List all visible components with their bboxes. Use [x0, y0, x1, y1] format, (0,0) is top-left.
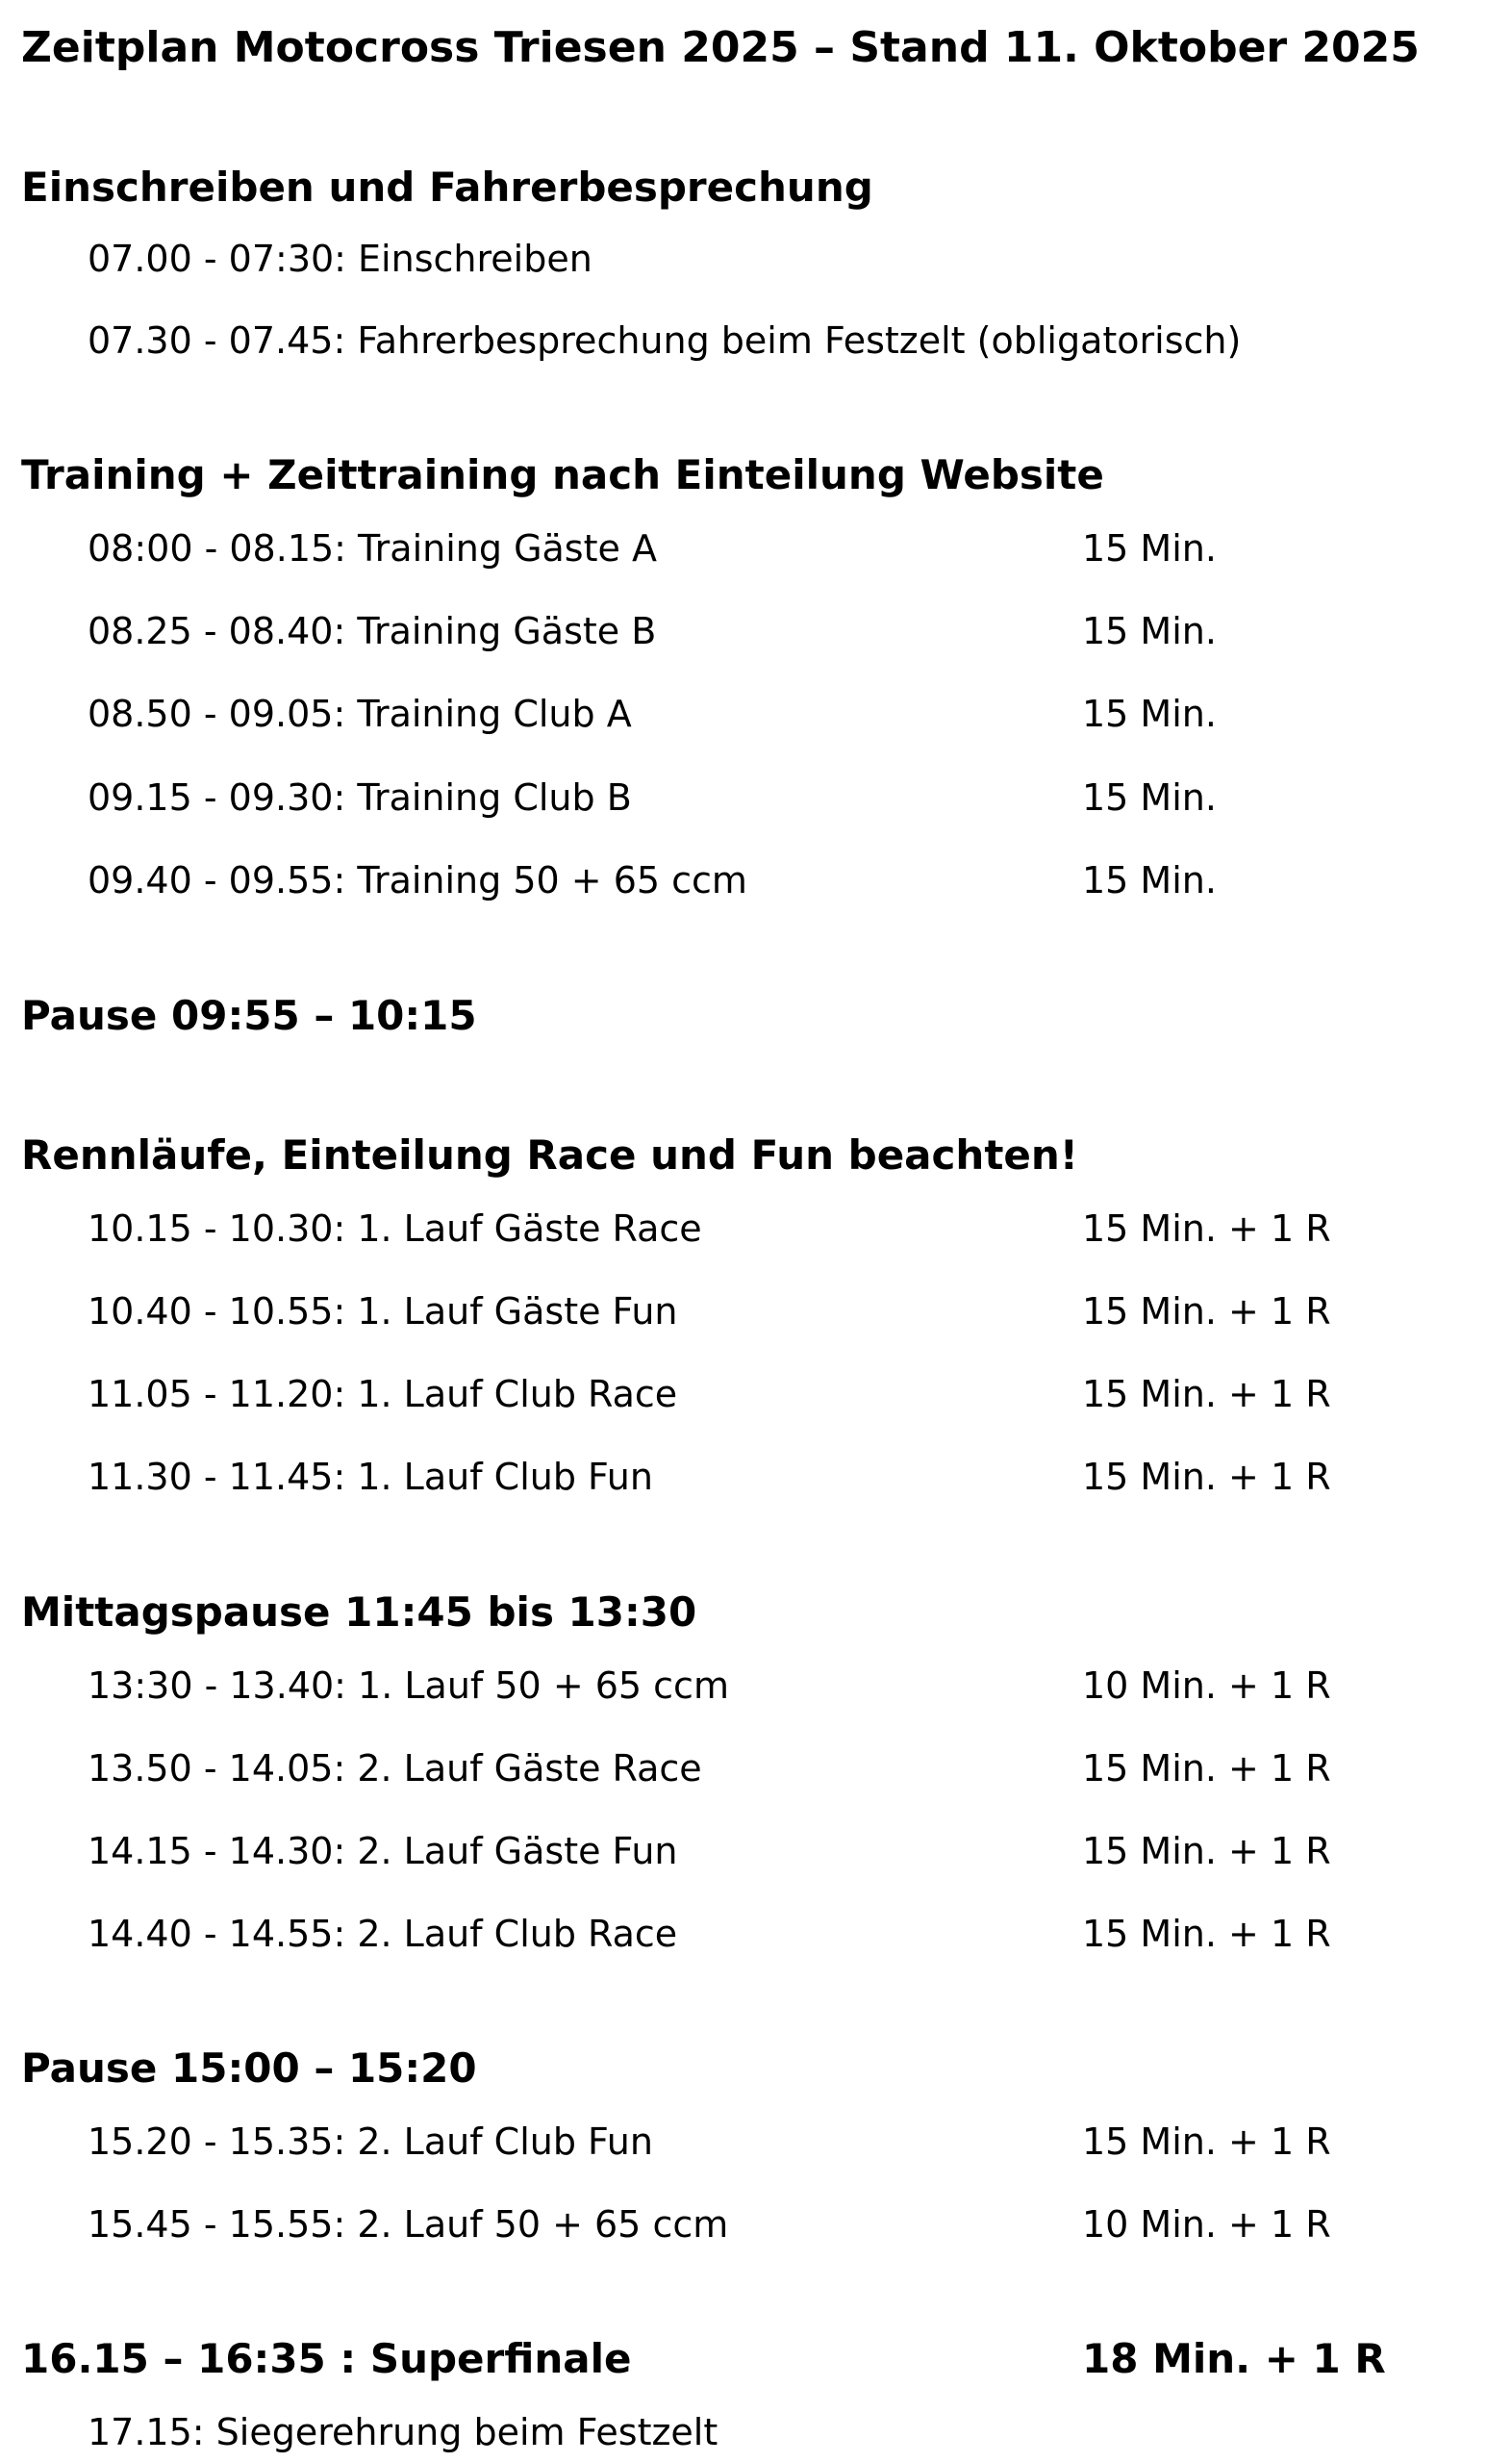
item-duration: 15 Min.	[1082, 776, 1217, 819]
item-label: 15.20 - 15.35: 2. Lauf Club Fun	[88, 2120, 653, 2163]
section-heading-pause: Pause 15:00 – 15:20	[21, 2044, 477, 2092]
item-duration: 15 Min.	[1082, 859, 1217, 901]
item-duration: 15 Min.	[1082, 527, 1217, 570]
item-label: 15.45 - 15.55: 2. Lauf 50 + 65 ccm	[88, 2203, 729, 2246]
item-duration: 15 Min. + 1 R	[1082, 1290, 1331, 1333]
item-duration: 10 Min. + 1 R	[1082, 2203, 1331, 2246]
item-label: 14.40 - 14.55: 2. Lauf Club Race	[88, 1913, 678, 1955]
section-heading-mittagspause: Mittagspause 11:45 bis 13:30	[21, 1588, 697, 1636]
page-title: Zeitplan Motocross Triesen 2025 – Stand 11. Oktober 2025	[21, 23, 1420, 72]
item-label: 13.50 - 14.05: 2. Lauf Gäste Race	[88, 1747, 702, 1790]
item-label: 14.15 - 14.30: 2. Lauf Gäste Fun	[88, 1830, 678, 1872]
item-label: 08.25 - 08.40: Training Gäste B	[88, 610, 657, 652]
superfinale-duration: 18 Min. + 1 R	[1082, 2335, 1386, 2382]
item-duration: 15 Min. + 1 R	[1082, 1747, 1331, 1790]
item-duration: 15 Min. + 1 R	[1082, 1207, 1331, 1250]
item-duration: 15 Min.	[1082, 610, 1217, 652]
item-label: 10.40 - 10.55: 1. Lauf Gäste Fun	[88, 1290, 678, 1333]
item-label: 13:30 - 13.40: 1. Lauf 50 + 65 ccm	[88, 1664, 729, 1707]
item-duration: 15 Min. + 1 R	[1082, 1456, 1331, 1498]
item-duration: 15 Min.	[1082, 693, 1217, 735]
item-label: 07.00 - 07:30: Einschreiben	[88, 238, 592, 280]
item-label: 08:00 - 08.15: Training Gäste A	[88, 527, 657, 570]
item-label: 09.40 - 09.55: Training 50 + 65 ccm	[88, 859, 747, 901]
item-label: 10.15 - 10.30: 1. Lauf Gäste Race	[88, 1207, 702, 1250]
item-duration: 15 Min. + 1 R	[1082, 2120, 1331, 2163]
section-heading-training: Training + Zeittraining nach Einteilung Website	[21, 451, 1104, 498]
item-label: 09.15 - 09.30: Training Club B	[88, 776, 632, 819]
item-label: 07.30 - 07.45: Fahrerbesprechung beim Festzelt (obligatorisch)	[88, 319, 1242, 362]
item-label: 08.50 - 09.05: Training Club A	[88, 693, 632, 735]
item-duration: 15 Min. + 1 R	[1082, 1373, 1331, 1415]
section-heading-rennlaeufe: Rennläufe, Einteilung Race und Fun beachten!	[21, 1131, 1078, 1179]
item-duration: 10 Min. + 1 R	[1082, 1664, 1331, 1707]
section-heading-einschreiben: Einschreiben und Fahrerbesprechung	[21, 164, 873, 211]
item-label: 11.30 - 11.45: 1. Lauf Club Fun	[88, 1456, 653, 1498]
superfinale-label: 16.15 – 16:35 : Superfinale	[21, 2335, 632, 2382]
item-duration: 15 Min. + 1 R	[1082, 1830, 1331, 1872]
item-duration: 15 Min. + 1 R	[1082, 1913, 1331, 1955]
section-heading-pause: Pause 09:55 – 10:15	[21, 992, 477, 1039]
item-label: 17.15: Siegerehrung beim Festzelt	[88, 2411, 718, 2453]
item-label: 11.05 - 11.20: 1. Lauf Club Race	[88, 1373, 678, 1415]
